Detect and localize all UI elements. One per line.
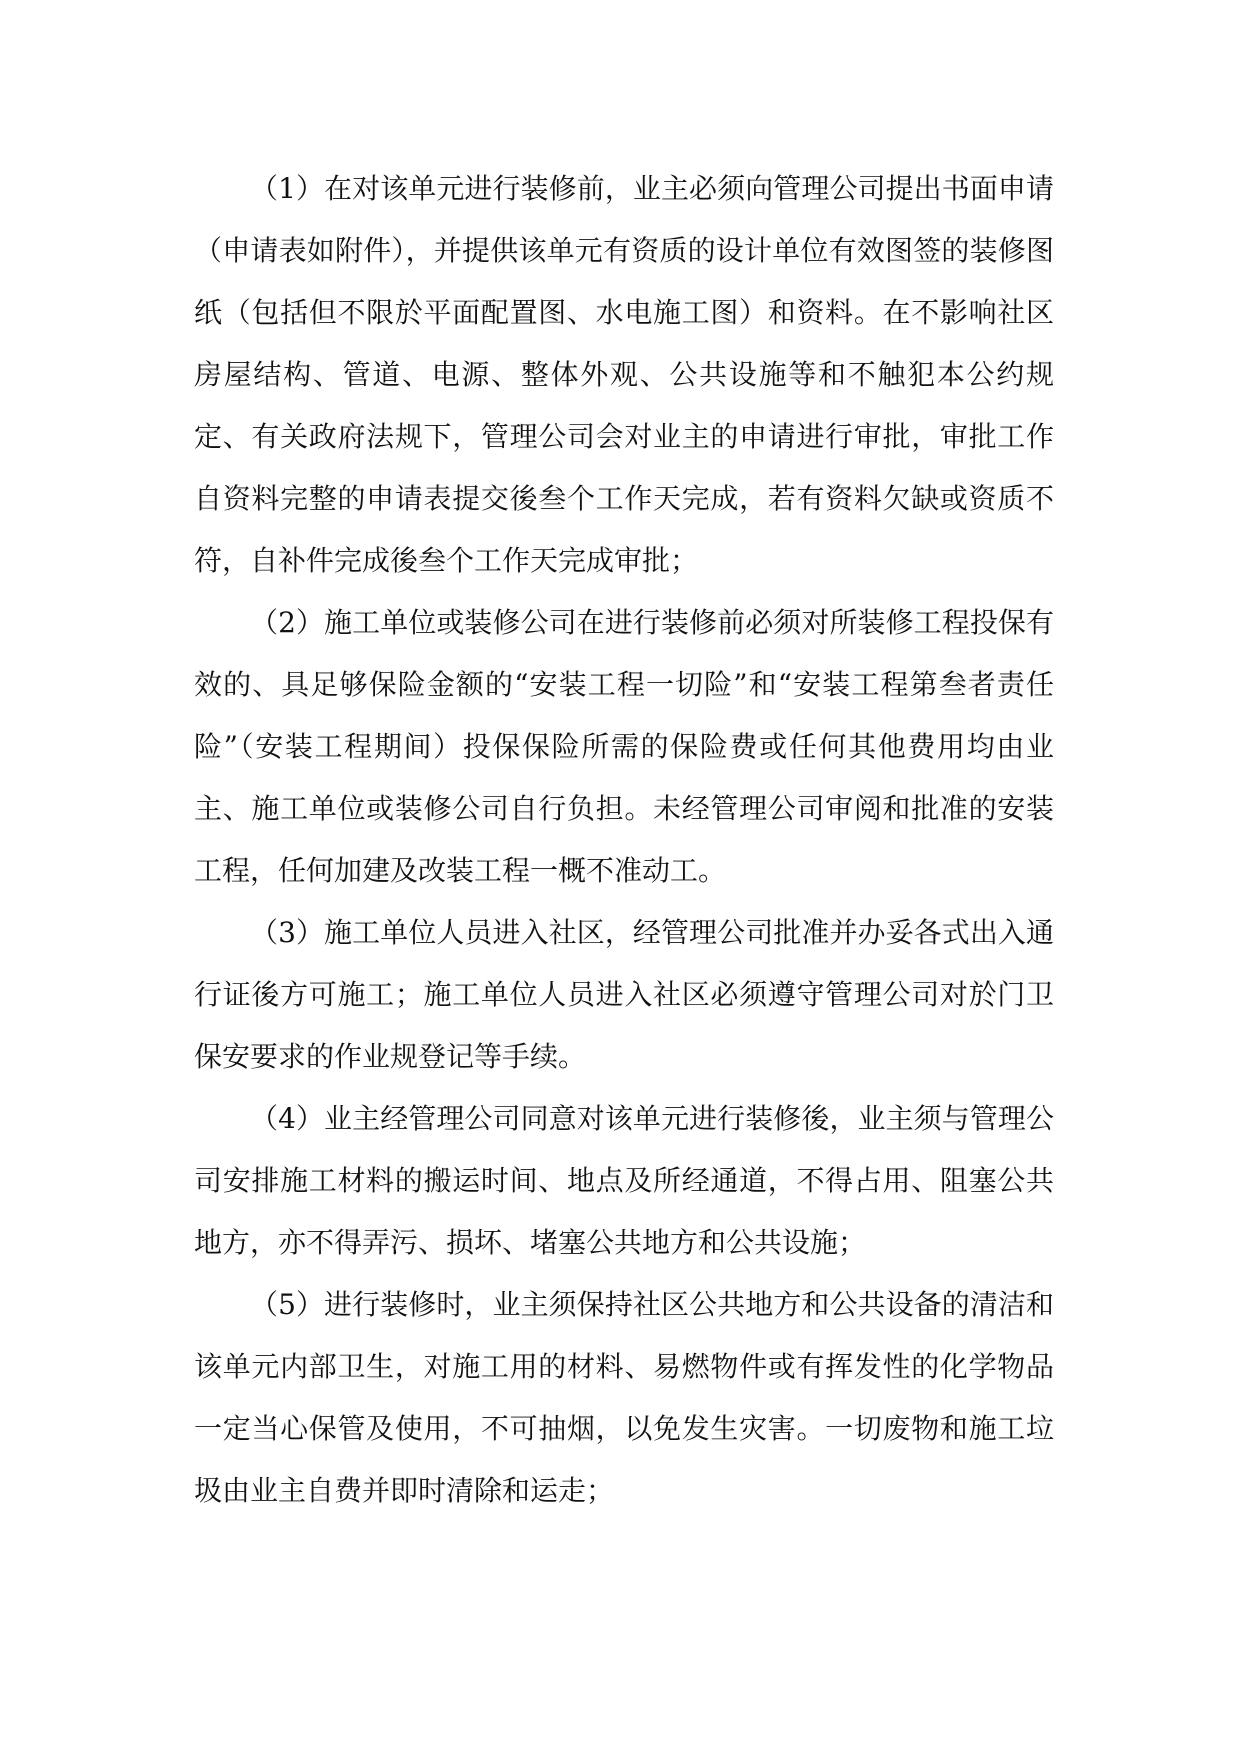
paragraph-2: （2）施工单位或装修公司在进行装修前必须对所装修工程投保有效的、具足够保险金额的“安装工程一切险”和“安装工程第叁者责任险”（安装工程期间）投保保险所需的保险费或任何其他费用均由业主、施工单位或装修公司自行负担。未经管理公司审阅和批准的安装工程，任何加建及改装工程一概不准动工。 [194, 606, 1054, 887]
document-body [194, 158, 1054, 1522]
paragraph-3: （3）施工单位人员进入社区，经管理公司批准并办妥各式出入通行证後方可施工；施工单位人员进入社区必须遵守管理公司对於门卫保安要求的作业规登记等手续。 [194, 916, 1054, 1073]
paragraph-1: （1）在对该单元进行装修前，业主必须向管理公司提出书面申请（申请表如附件），并提供该单元有资质的设计单位有效图签的装修图纸（包括但不限於平面配置图、水电施工图）和资料。在不影响社区房屋结构、管道、电源、整体外观、公共设施等和不触犯本公约规定、有关政府法规下，管理公司会对业主的申请进行审批，审批工作自资料完整的申请表提交後叁个工作天完成，若有资料欠缺或资质不符，自补件完成後叁个工作天完成审批； [194, 172, 1054, 577]
paragraph-5: （5）进行装修时，业主须保持社区公共地方和公共设备的清洁和该单元内部卫生，对施工用的材料、易燃物件或有挥发性的化学物品一定当心保管及使用，不可抽烟，以免发生灾害。一切废物和施工垃圾由业主自费并即时清除和运走； [194, 1288, 1054, 1507]
paragraph-4: （4）业主经管理公司同意对该单元进行装修後，业主须与管理公司安排施工材料的搬运时间、地点及所经通道，不得占用、阻塞公共地方，亦不得弄污、损坏、堵塞公共地方和公共设施； [194, 1102, 1054, 1259]
